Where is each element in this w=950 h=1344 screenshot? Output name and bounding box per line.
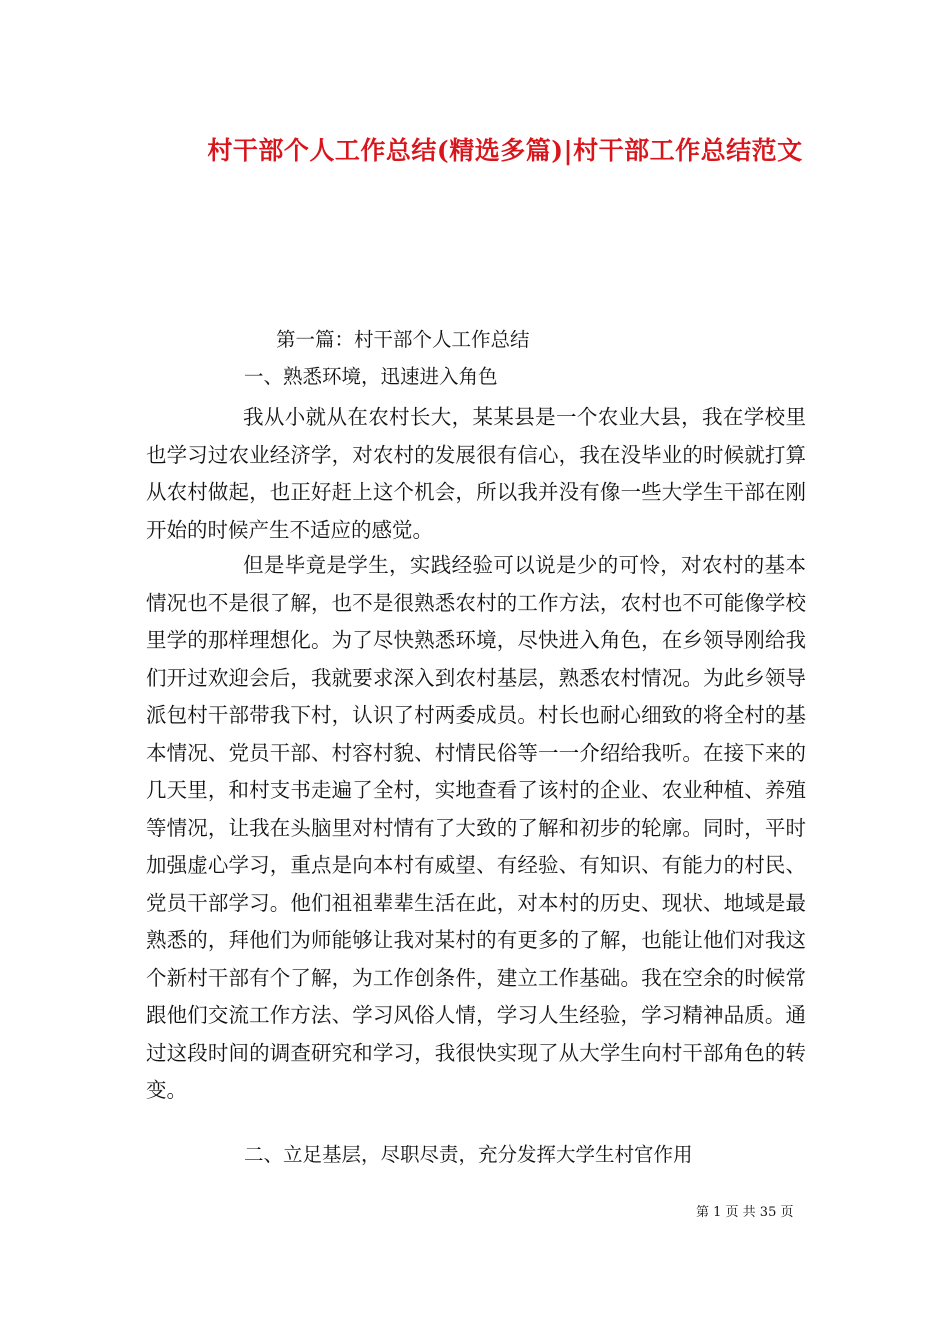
page-number-footer: 第 1 页 共 35 页 (696, 1205, 794, 1220)
document-title: 村干部个人工作总结(精选多篇)|村干部工作总结范文 (207, 136, 803, 165)
body-paragraph-1: 我从小就从在农村长大，某某县是一个农业大县，我在学校里也学习过农业经济学，对农村的发展很有信心，我在没毕业的时候就打算从农村做起，也正好赶上这个机会，所以我并没有像一些大学生干部在刚开始的时候产生不适应的感觉。 (146, 405, 806, 542)
section-heading-1: 一、熟悉环境，迅速进入角色 (244, 365, 498, 388)
body-paragraph-2: 但是毕竟是学生，实践经验可以说是少的可怜，对农村的基本情况也不是很了解，也不是很熟悉农村的工作方法，农村也不可能像学校里学的那样理想化。为了尽快熟悉环境，尽快进入角色，在乡领导刚给我们开过欢迎会后，我就要求深入到农村基层，熟悉农村情况。为此乡领导派包村干部带我下村，认识了村两委成员。村长也耐心细致的将全村的基本情况、党员干部、村容村貌、村情民俗等一一介绍给我听。在接下来的几天里，和村支书走遍了全村，实地查看了该村的企业、农业种植、养殖等情况，让我在头脑里对村情有了大致的了解和初步的轮廓。同时，平时加强虚心学习，重点是向本村有威望、有经验、有知识、有能力的村民、党员干部学习。他们祖祖辈辈生活在此，对本村的历史、现状、地域是最熟悉的，拜他们为师能够让我对某村的有更多的了解，也能让他们对我这个新村干部有个了解，为工作创条件，建立工作基础。我在空余的时候常跟他们交流工作方法、学习风俗人情，学习人生经验，学习精神品质。通过这段时间的调查研究和学习，我很快实现了从大学生向村干部角色的转变。 (146, 553, 806, 1102)
chapter-heading: 第一篇：村干部个人工作总结 (276, 328, 530, 351)
section-heading-2: 二、立足基层，尽职尽责，充分发挥大学生村官作用 (244, 1143, 693, 1166)
